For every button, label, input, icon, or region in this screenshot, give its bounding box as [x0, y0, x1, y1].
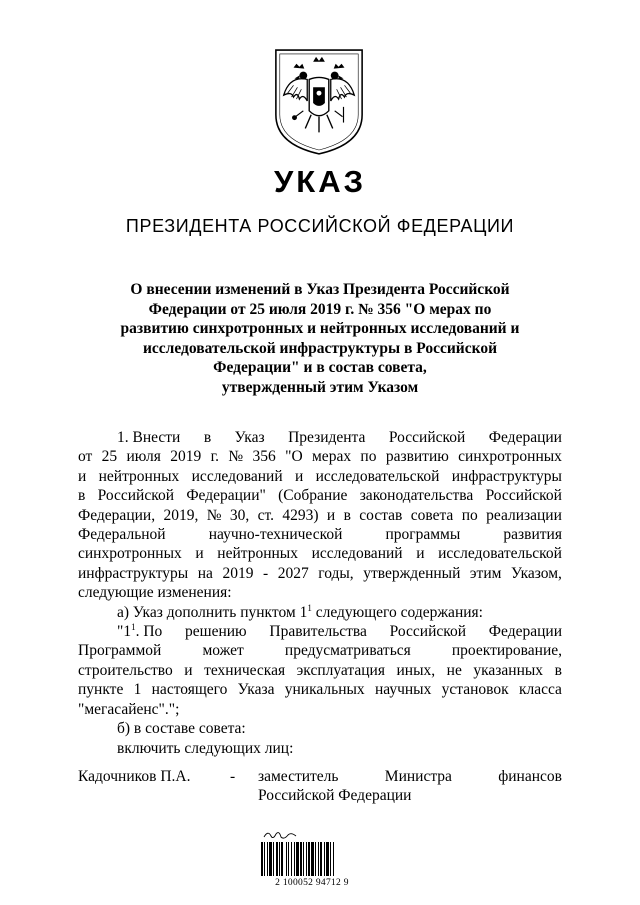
word: 2019 — [222, 564, 254, 582]
barcode-bar — [318, 842, 319, 876]
item-a — [78, 603, 562, 622]
word: утвержденный — [363, 564, 461, 582]
word: "О — [285, 448, 303, 466]
barcode-bar — [303, 842, 304, 876]
item-a-text: следующего содержания: — [311, 603, 483, 621]
word: инфраструктуры — [78, 564, 189, 582]
word: установок — [441, 681, 509, 699]
word: июля — [126, 448, 161, 466]
heading-line: развитию синхротронных и нейтронных исследований и — [120, 320, 520, 337]
word: состав — [359, 506, 403, 524]
decree-body — [78, 428, 562, 758]
member-role-line — [258, 767, 562, 786]
quote-line — [78, 661, 562, 680]
word: мерах — [312, 448, 352, 466]
word: совета — [410, 506, 454, 524]
barcode-bar — [330, 842, 331, 876]
barcode-bar — [273, 842, 274, 876]
quote-line: "мегасайенс"."; — [78, 700, 180, 718]
word: Федерации, — [78, 506, 156, 524]
word: 1 — [133, 681, 142, 699]
word: этим — [469, 564, 502, 582]
quote-line — [78, 641, 562, 660]
word: Правительства — [269, 623, 367, 641]
item-a-text: а) Указ дополнить пунктом 1 — [117, 603, 308, 621]
paragraph-line — [78, 486, 562, 505]
word: строительство — [78, 661, 173, 679]
word: Президента — [288, 429, 366, 446]
word: по — [360, 448, 377, 466]
word: на — [197, 564, 213, 582]
paragraph-line — [78, 506, 562, 525]
word: уникальных — [284, 681, 365, 699]
word: в — [203, 429, 212, 446]
word: исследовательской — [315, 467, 440, 485]
member-role — [258, 767, 562, 806]
barcode-bar — [281, 842, 283, 876]
word: Федерации — [488, 429, 562, 446]
word: годы, — [318, 564, 354, 582]
barcode-bar — [269, 842, 272, 876]
word: Программой — [78, 642, 162, 660]
word: № — [228, 448, 244, 466]
word: и — [78, 467, 87, 485]
item-b: б) в составе совета: — [117, 720, 246, 738]
member-role-line: Российской Федерации — [258, 787, 412, 805]
word: синхротронных — [78, 545, 182, 563]
word: Федеральной — [78, 526, 166, 544]
word: по — [461, 506, 478, 524]
heading-line: утвержденный этим Указом — [221, 378, 419, 396]
barcode-bar — [296, 842, 299, 876]
paragraph-line — [78, 564, 562, 583]
decree-title: УКАЗ — [273, 164, 366, 199]
word: в — [78, 487, 86, 505]
word: и — [416, 545, 425, 563]
word: пункте — [78, 681, 124, 699]
barcode-bar — [320, 842, 322, 876]
barcode-bar — [308, 842, 310, 876]
word: в — [554, 661, 562, 679]
heading-line: Федерации от 25 июля 2019 г. № 356 "О мерах по — [148, 300, 492, 318]
barcode-bar — [279, 842, 280, 876]
barcode-bar — [311, 842, 314, 876]
barcode-bar — [291, 842, 292, 876]
word: . По — [135, 623, 163, 641]
word: и — [195, 545, 204, 563]
word: указанных — [473, 661, 544, 679]
barcode-bar — [261, 842, 263, 876]
word: исследований — [191, 467, 283, 485]
word: 356 — [252, 448, 276, 466]
word: программы — [385, 526, 461, 544]
quote-line — [78, 622, 562, 641]
word: 2019, — [163, 506, 199, 524]
dash: - — [230, 768, 236, 785]
paragraph-line: следующие изменения: — [78, 584, 232, 602]
word: Федерации — [488, 623, 562, 641]
heading-line: Федерации" и в состав совета, — [213, 359, 427, 376]
word: Российской — [97, 487, 175, 505]
paragraph-line — [78, 467, 562, 486]
word: - — [263, 564, 269, 582]
word: Российской — [485, 487, 562, 505]
word: научно-технической — [208, 526, 343, 544]
superscript: 1 — [307, 602, 312, 613]
word: 4293) — [282, 506, 319, 524]
word: и — [184, 661, 193, 679]
word: синхротронных — [458, 448, 562, 466]
heading-line: исследовательской инфраструктуры в Российской — [142, 339, 497, 357]
word: 25 — [101, 448, 118, 466]
word: не — [446, 661, 462, 679]
heading-line: О внесении изменений в Указ Президента Российской — [130, 281, 510, 298]
word: нейтронных — [98, 467, 180, 485]
word: № — [206, 506, 222, 524]
word: научных — [374, 681, 432, 699]
word: г. — [210, 448, 220, 466]
barcode-bar — [267, 842, 268, 876]
barcode-bar — [300, 842, 302, 876]
barcode-bar — [315, 842, 316, 876]
double-headed-eagle-icon — [270, 46, 368, 156]
word: настоящего — [151, 681, 228, 699]
word: ст. — [257, 506, 274, 524]
barcode-bar — [286, 842, 287, 876]
coat-of-arms-emblem — [270, 46, 368, 156]
word: (Собрание — [278, 487, 348, 505]
word: Министра — [384, 768, 452, 785]
word: заместитель — [258, 768, 339, 785]
word: инфраструктуры — [451, 467, 562, 485]
word: класса — [518, 681, 562, 699]
paragraph-line — [78, 428, 562, 447]
superscript: 1 — [131, 621, 136, 632]
word: техническая — [204, 661, 286, 679]
word: иных, — [396, 661, 436, 679]
decree-issuer: ПРЕЗИДЕНТА РОССИЙСКОЙ ФЕДЕРАЦИИ — [125, 216, 515, 236]
include-line: включить следующих лиц: — [117, 739, 294, 757]
handwritten-initials — [262, 828, 298, 842]
word: проектирование, — [451, 642, 562, 660]
word: исследовательской — [438, 545, 562, 563]
word: развития — [503, 526, 562, 544]
word: законодательства — [359, 487, 474, 505]
word — [117, 622, 162, 641]
word: финансов — [498, 768, 562, 785]
word: развитию — [385, 448, 449, 466]
word: Российской — [388, 429, 466, 446]
word: и — [294, 467, 304, 485]
decree-heading — [100, 280, 540, 397]
paragraph-line — [78, 544, 562, 563]
paragraph-line — [78, 447, 562, 466]
word: эксплуатация — [296, 661, 385, 679]
barcode-bar — [333, 842, 334, 876]
barcode-bar — [306, 842, 307, 876]
word: 1. Внести — [117, 429, 181, 446]
barcode-icon — [260, 842, 364, 876]
word: и — [326, 506, 336, 524]
word: нейтронных — [217, 545, 298, 563]
word: 2027 — [277, 564, 309, 582]
word: от — [78, 448, 93, 466]
word: может — [202, 642, 244, 660]
word: в — [343, 506, 351, 524]
barcode-bar — [264, 842, 265, 876]
member-name: Кадочников П.А. — [78, 768, 191, 785]
word: 2019 — [170, 448, 202, 466]
word: Указа — [237, 681, 275, 699]
word: Указом, — [510, 564, 562, 582]
barcode-bar — [326, 842, 329, 876]
word: Указ — [234, 429, 265, 446]
word: решению — [185, 623, 247, 641]
word: предусматриваться — [284, 642, 411, 660]
paragraph-line — [78, 525, 562, 544]
quote-line — [78, 680, 562, 699]
word: Российской — [389, 623, 467, 641]
signature-icon — [262, 828, 298, 842]
word: 30, — [229, 506, 250, 524]
barcode-bar — [294, 842, 295, 876]
barcode-bar — [276, 842, 278, 876]
word: реализации — [486, 506, 562, 524]
quote-prefix: "1 — [117, 623, 132, 641]
word: исследований — [311, 545, 403, 563]
barcode-number: 2 100052 94712 9 — [275, 878, 349, 888]
barcode-bar — [324, 842, 325, 876]
word: Федерации" — [186, 487, 266, 505]
barcode-bar — [288, 842, 289, 876]
